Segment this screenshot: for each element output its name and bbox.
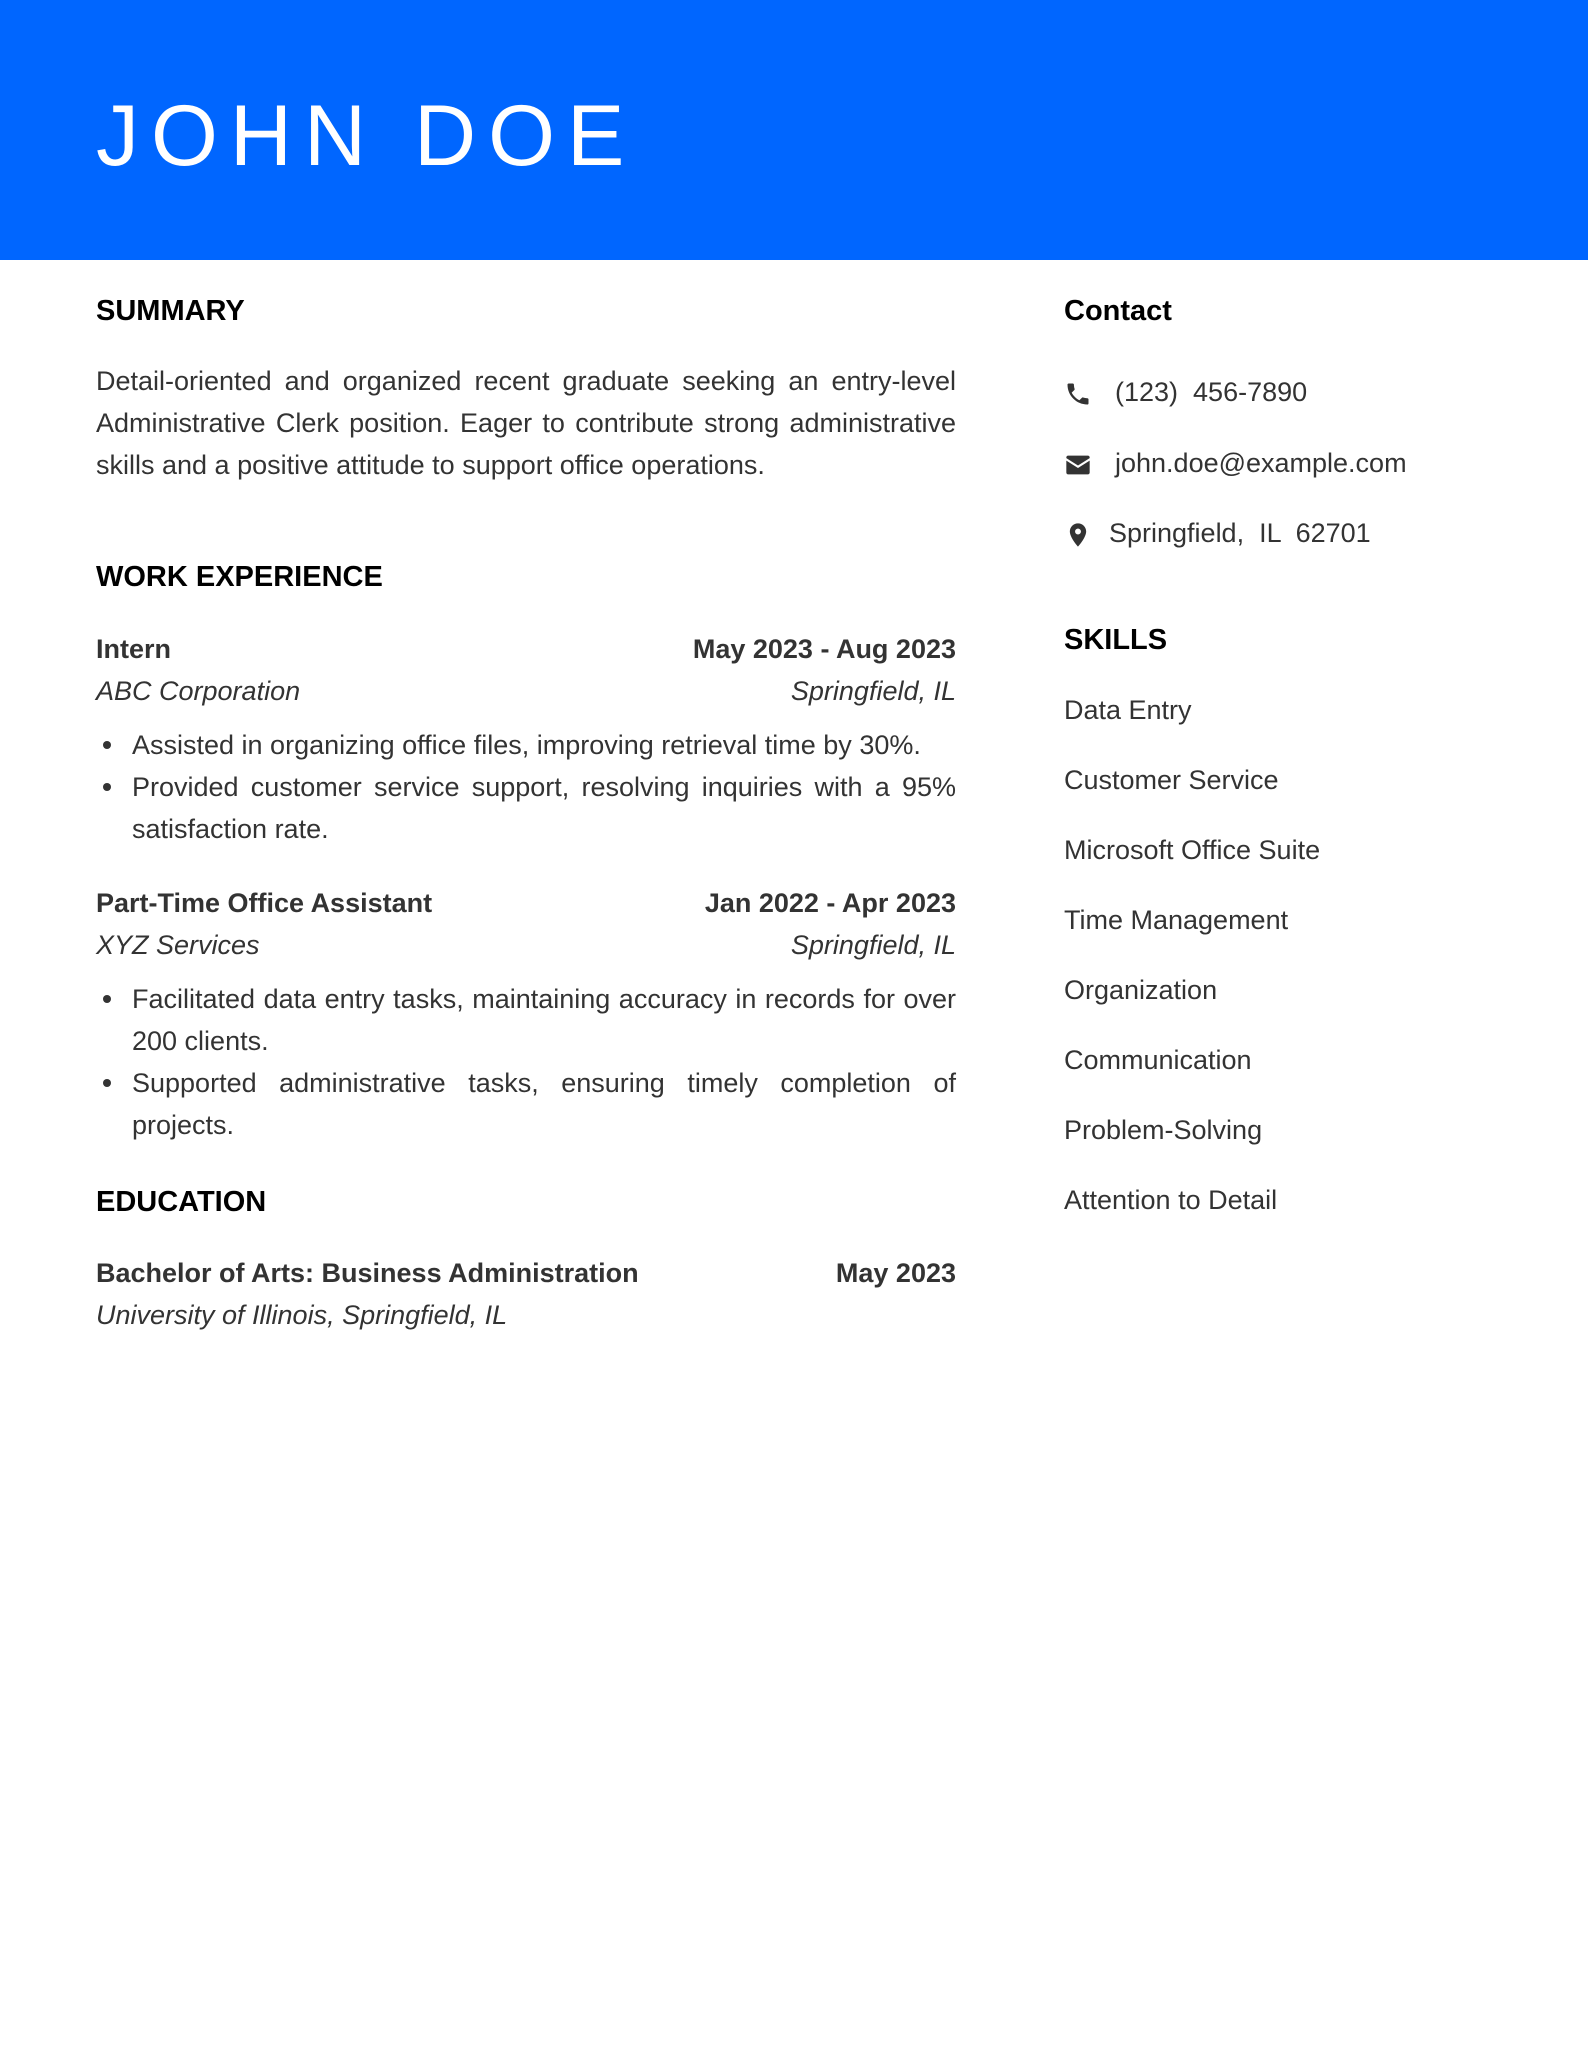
job-role: Part-Time Office Assistant bbox=[96, 888, 433, 918]
job-location: Springfield, IL bbox=[790, 930, 956, 960]
education-school: University of Illinois, Springfield, IL bbox=[96, 1300, 508, 1330]
email-text: john.doe@example.com bbox=[1115, 448, 1407, 478]
job-title-row bbox=[96, 883, 956, 923]
job-title-row bbox=[96, 629, 956, 669]
list-item: Supported administrative tasks, ensuring timely completion of projects. bbox=[96, 1062, 956, 1146]
skills-heading: SKILLS bbox=[1064, 624, 1168, 656]
header-banner bbox=[0, 0, 1588, 260]
work-experience-heading: WORK EXPERIENCE bbox=[96, 561, 383, 593]
skill-item: Communication bbox=[1064, 1045, 1252, 1075]
list-item: Assisted in organizing office files, improving retrieval time by 30%. bbox=[96, 724, 956, 766]
education-heading: EDUCATION bbox=[96, 1186, 267, 1218]
skill-item: Organization bbox=[1064, 975, 1218, 1005]
contact-heading: Contact bbox=[1064, 295, 1172, 327]
job-company: XYZ Services bbox=[96, 930, 260, 960]
map-marker-icon bbox=[1064, 521, 1092, 549]
summary-heading: SUMMARY bbox=[96, 295, 245, 327]
phone-icon bbox=[1064, 380, 1092, 408]
education-degree-row bbox=[96, 1253, 956, 1293]
job-company: ABC Corporation bbox=[96, 676, 301, 706]
skill-item: Microsoft Office Suite bbox=[1064, 835, 1321, 865]
summary-text: Detail-oriented and organized recent graduate seeking an entry-level Administrative Clerk position. Eager to contribute strong administrative skills and a positive attitude to support office operations. bbox=[96, 366, 956, 480]
location-text: Springfield, IL 62701 bbox=[1109, 518, 1371, 548]
job-role: Intern bbox=[96, 634, 172, 664]
candidate-name: JOHN DOE bbox=[96, 88, 637, 184]
skill-item: Attention to Detail bbox=[1064, 1185, 1278, 1215]
job-bullets bbox=[96, 978, 956, 1146]
skill-item: Data Entry bbox=[1064, 695, 1192, 725]
skill-item: Time Management bbox=[1064, 905, 1289, 935]
education-degree: Bachelor of Arts: Business Administration bbox=[96, 1258, 639, 1288]
job-company-row bbox=[96, 925, 956, 965]
job-company-row bbox=[96, 671, 956, 711]
envelope-icon bbox=[1064, 451, 1092, 479]
education-date: May 2023 bbox=[835, 1258, 956, 1288]
education-school-row bbox=[96, 1295, 956, 1335]
job-dates: Jan 2022 - Apr 2023 bbox=[704, 888, 956, 918]
skill-item: Problem-Solving bbox=[1064, 1115, 1263, 1145]
list-item: Facilitated data entry tasks, maintaining accuracy in records for over 200 clients. bbox=[96, 978, 956, 1062]
phone-text: (123) 456-7890 bbox=[1115, 377, 1308, 407]
skill-item: Customer Service bbox=[1064, 765, 1279, 795]
job-location: Springfield, IL bbox=[790, 676, 956, 706]
list-item: Provided customer service support, resolving inquiries with a 95% satisfaction rate. bbox=[96, 766, 956, 850]
job-dates: May 2023 - Aug 2023 bbox=[692, 634, 956, 664]
job-bullets bbox=[96, 724, 956, 850]
